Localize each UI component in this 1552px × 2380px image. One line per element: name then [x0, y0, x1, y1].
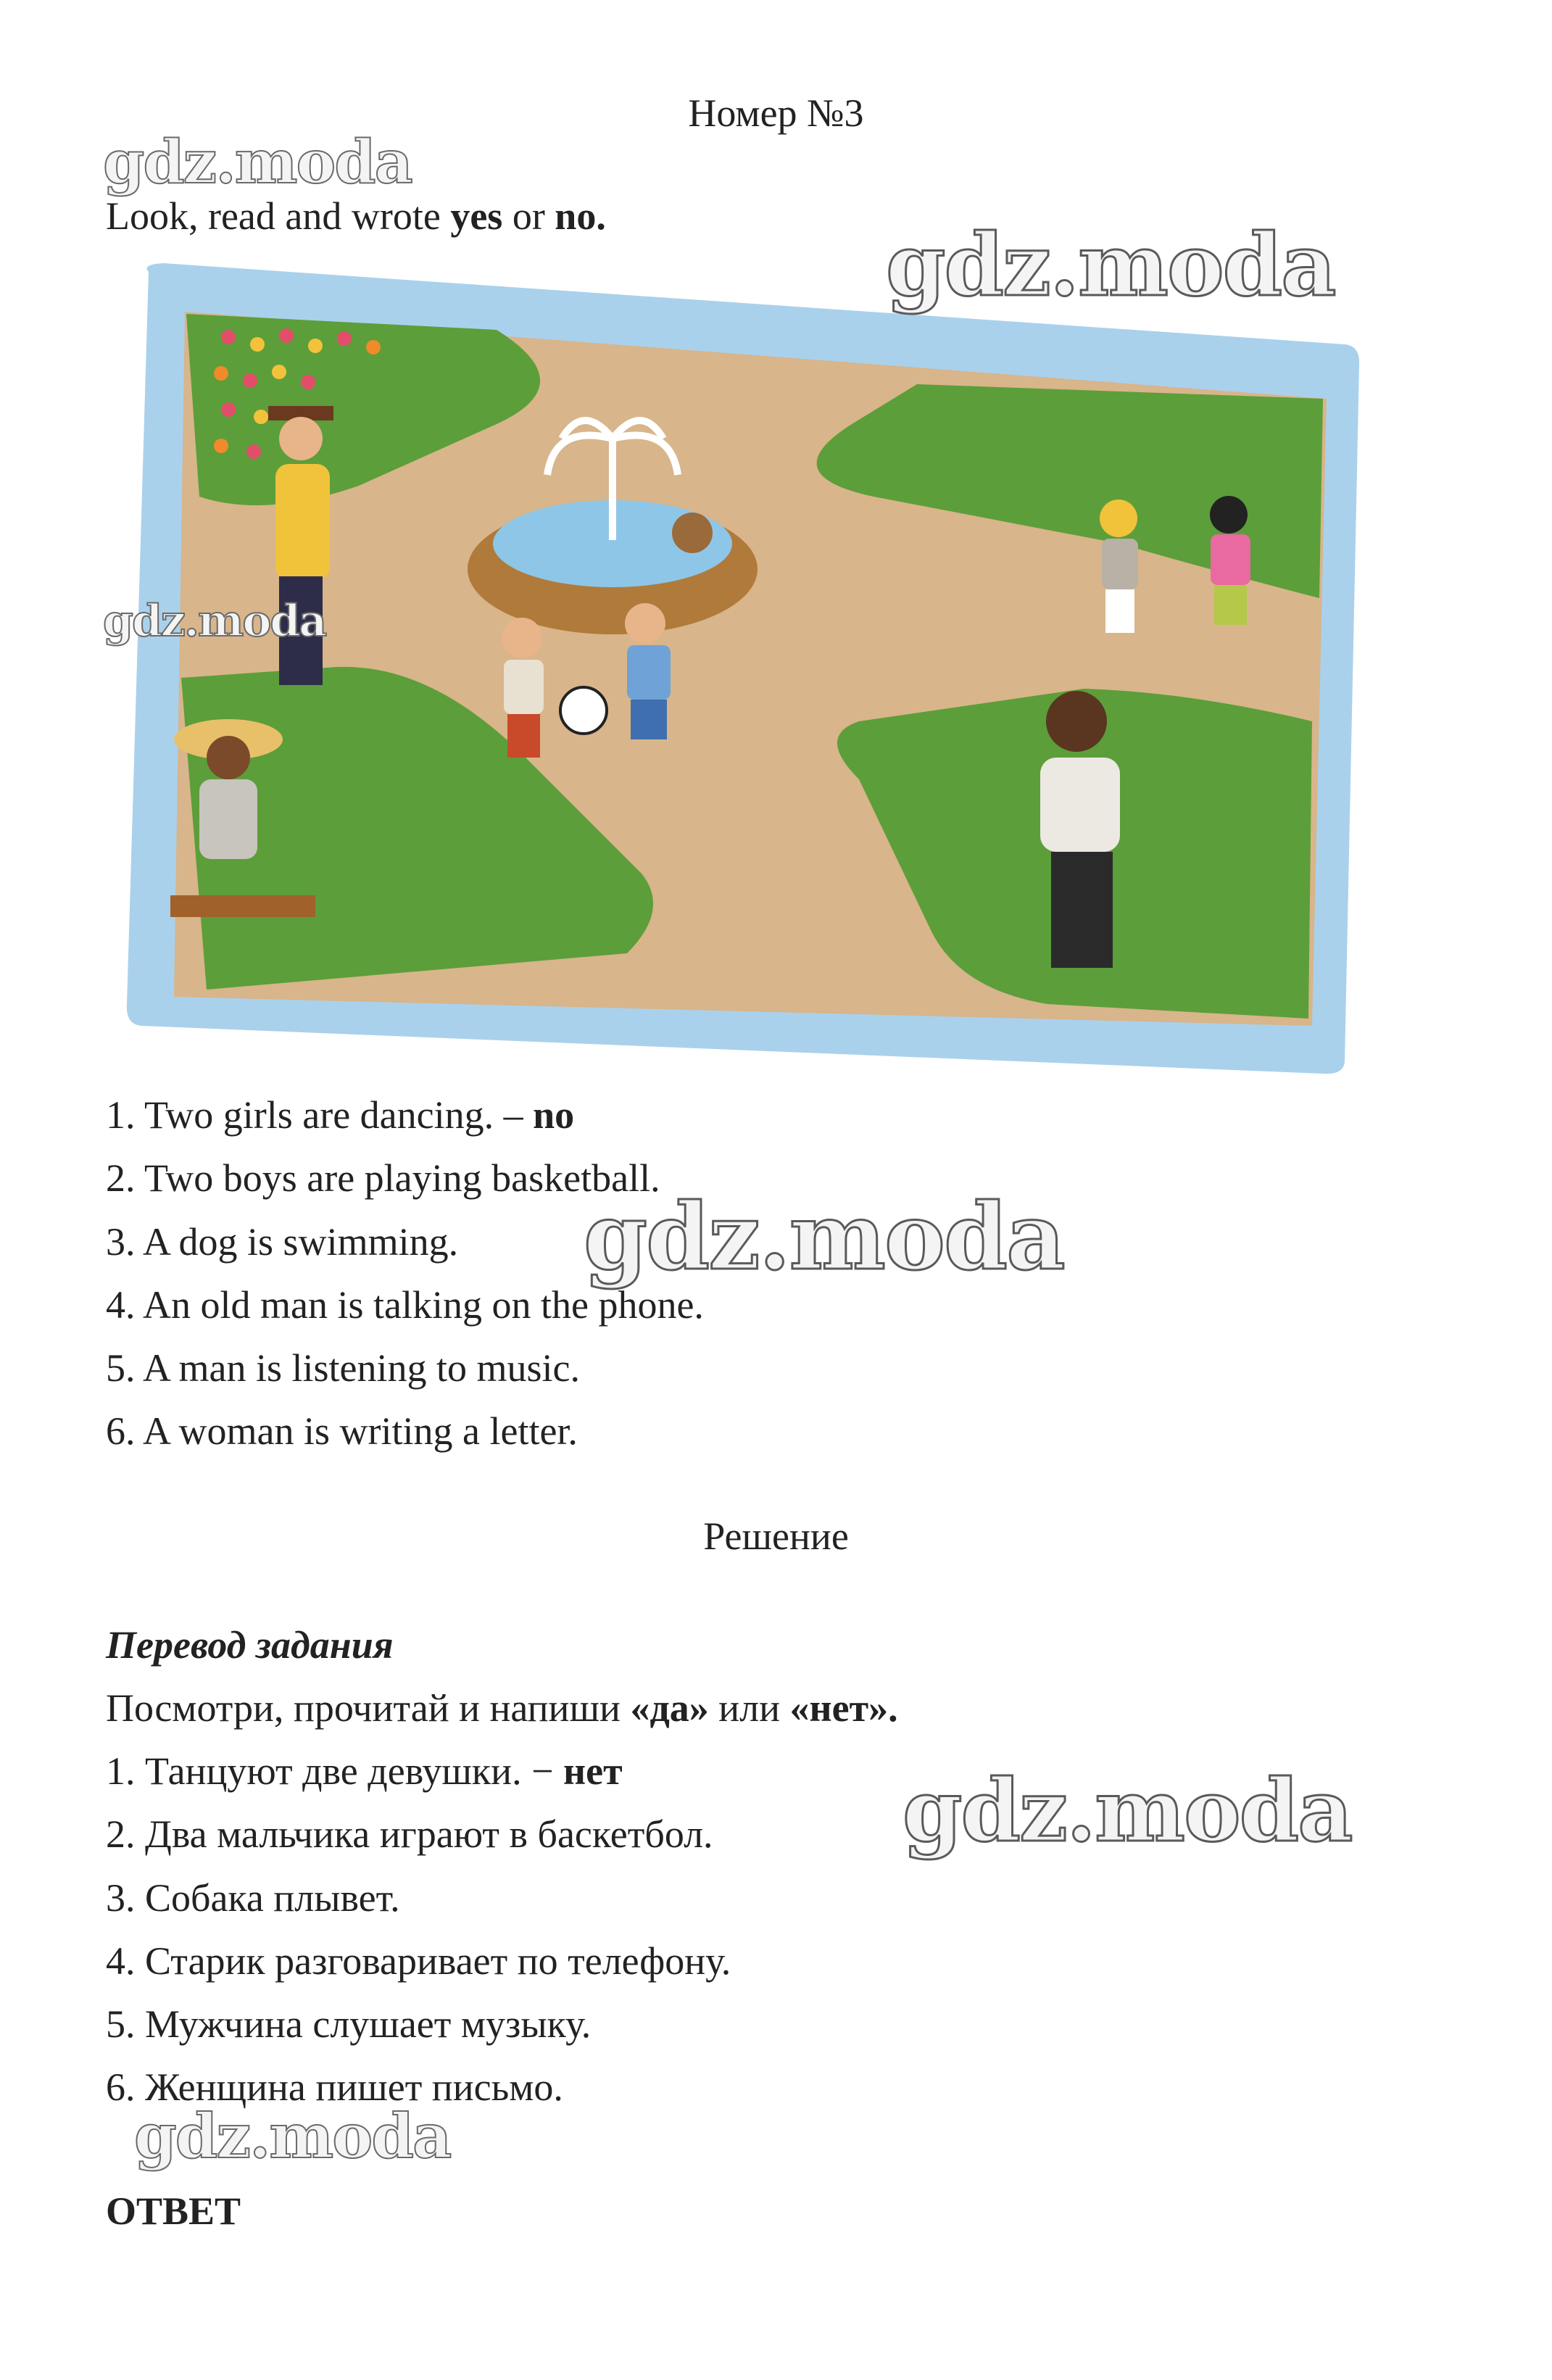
- answer-label: ОТВЕТ: [106, 2189, 241, 2233]
- statement-6: 6. A woman is writing a letter.: [106, 1409, 578, 1453]
- instruction-or: or: [502, 194, 555, 238]
- translation-item-4: 4. Старик разговаривает по телефону.: [106, 1939, 731, 1983]
- watermark: gdz.moda: [134, 2100, 451, 2172]
- watermark: gdz.moda: [886, 215, 1335, 315]
- statement-1: 1. Two girls are dancing. – no: [106, 1093, 575, 1137]
- dog: [672, 513, 713, 553]
- translation-heading: Перевод задания: [106, 1623, 394, 1667]
- statement-3: 3. A dog is swimming.: [106, 1220, 459, 1264]
- translation-instruction: Посмотри, прочитай и напиши «да» или «нет».: [106, 1686, 898, 1730]
- instruction-yes: yes: [450, 194, 503, 238]
- park-illustration: [120, 257, 1363, 1077]
- translation-item-6: 6. Женщина пишет письмо.: [106, 2065, 563, 2109]
- translation-item-3: 3. Собака плывет.: [106, 1876, 400, 1920]
- watermark: gdz.moda: [584, 1183, 1064, 1290]
- football: [560, 687, 607, 734]
- boy-two: [625, 603, 671, 739]
- statement-4: 4. An old man is talking on the phone.: [106, 1283, 704, 1327]
- instruction-no: no.: [555, 194, 606, 238]
- statement-5: 5. A man is listening to music.: [106, 1346, 581, 1390]
- translation-item-5: 5. Мужчина слушает музыку.: [106, 2002, 592, 2046]
- watermark: gdz.moda: [902, 1760, 1352, 1861]
- statement-2: 2. Two boys are playing basketball.: [106, 1156, 660, 1200]
- boy-one: [502, 618, 544, 758]
- bench: [170, 895, 315, 917]
- watermark: gdz.moda: [103, 596, 326, 647]
- translation-item-1: 1. Танцуют две девушки. − нет: [106, 1749, 623, 1793]
- instruction-prefix: Look, read and wrote: [106, 194, 451, 238]
- girl-two: [1210, 496, 1250, 625]
- translation-item-2: 2. Два мальчика играют в баскетбол.: [106, 1812, 713, 1856]
- task-instruction: [106, 193, 606, 239]
- page-title: Номер №3: [688, 91, 864, 135]
- solution-heading: Решение: [703, 1514, 849, 1558]
- watermark: gdz.moda: [103, 128, 412, 197]
